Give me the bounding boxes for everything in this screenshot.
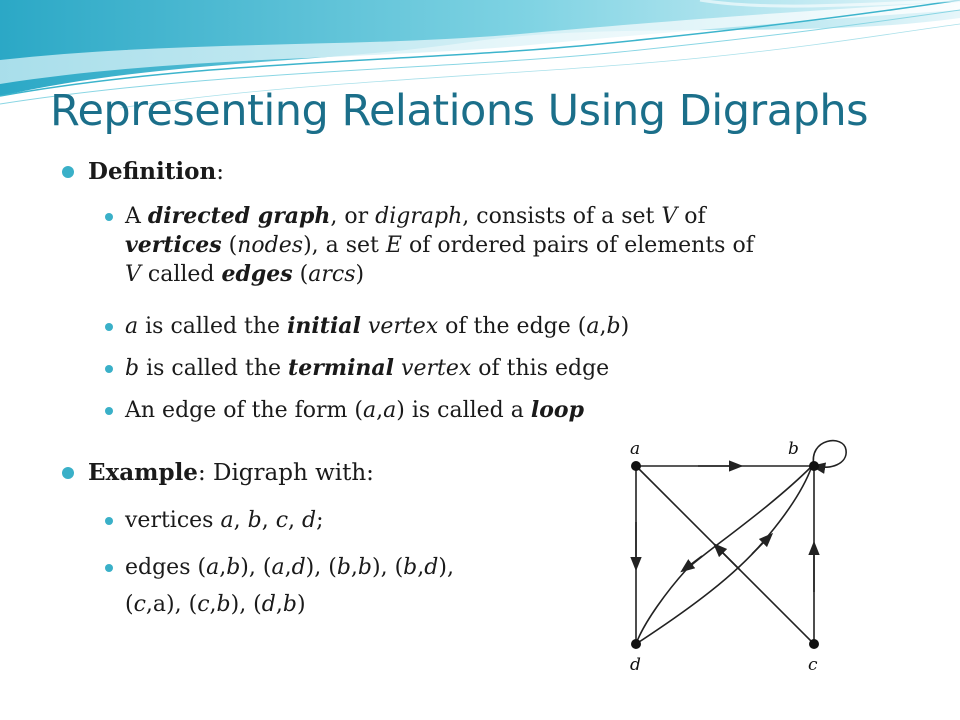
example-item-1	[125, 506, 324, 535]
definition-bullet	[88, 157, 224, 187]
edge-b-d-tail	[636, 570, 686, 644]
bullet-dot	[105, 564, 113, 572]
edge-b-b-loop	[813, 441, 846, 468]
definition-item-text: b is called the terminal vertex of this edge	[125, 355, 610, 381]
bullet-dot	[105, 213, 113, 221]
example-item-2	[125, 553, 454, 619]
bullet-dot	[105, 517, 113, 525]
bullet-dot	[105, 365, 113, 373]
edge-b-b-arrow	[818, 467, 824, 468]
vertex-label-b: b	[788, 439, 799, 459]
edge-c-a-arrow	[718, 548, 740, 570]
example-item-text: edges (a,b), (a,d), (b,b), (b,d), (c,a), (c,b), (d,b)	[125, 555, 454, 617]
bullet-dot	[105, 407, 113, 415]
bullet-dot	[62, 166, 74, 178]
definition-heading: Definition:	[88, 158, 224, 185]
bullet-dot	[105, 323, 113, 331]
vertex-c	[809, 639, 819, 649]
vertex-d	[631, 639, 641, 649]
edge-d-b-arrow	[752, 538, 768, 554]
vertex-label-a: a	[630, 439, 641, 459]
example-bullet	[88, 458, 374, 488]
digraph-figure	[618, 432, 850, 678]
example-heading: Example: Digraph with:	[88, 459, 374, 486]
definition-item-3	[125, 354, 609, 383]
definition-item-text: A directed graph, or digraph, consists of a set V of vertices (nodes), a set E of ordered pairs of elements of V called edges (arcs)	[125, 203, 754, 287]
definition-item-2	[125, 312, 629, 341]
slide-title: Representing Relations Using Digraphs	[50, 86, 869, 136]
bullet-dot	[62, 467, 74, 479]
vertex-label-d: d	[630, 655, 641, 675]
vertex-label-c: c	[808, 655, 818, 675]
vertex-b	[809, 461, 819, 471]
definition-item-text: An edge of the form (a,a) is called a loop	[125, 397, 584, 423]
definition-item-4	[125, 396, 584, 425]
definition-item-text: a is called the initial vertex of the edge (a,b)	[125, 313, 630, 339]
edge-b-d-arrow	[686, 556, 702, 568]
edge-b-d	[686, 466, 812, 570]
example-item-text: vertices a, b, c, d;	[125, 508, 324, 533]
vertex-a	[631, 461, 641, 471]
definition-item-1	[125, 202, 754, 289]
